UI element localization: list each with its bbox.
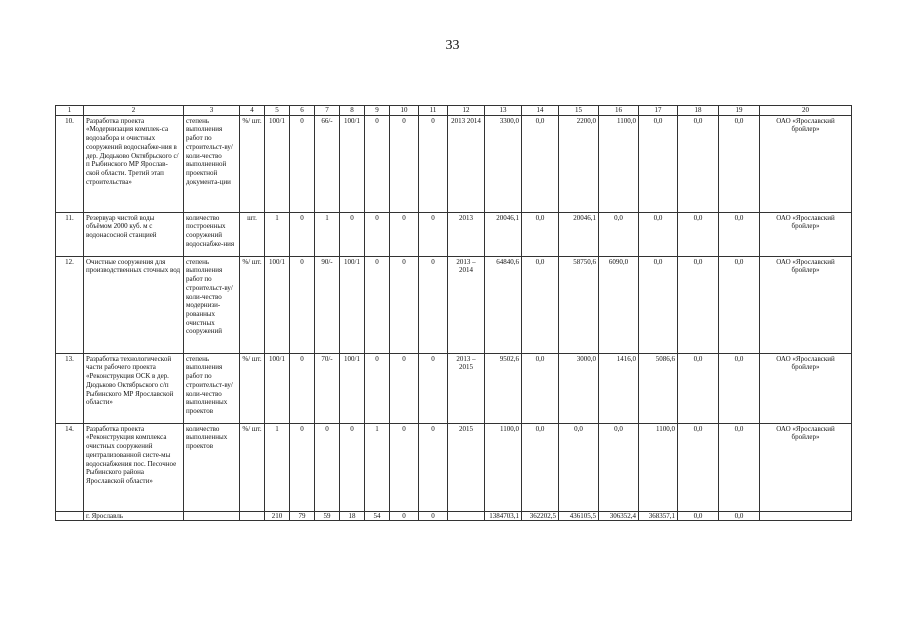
row-number: 14.: [56, 423, 84, 511]
header-cell: 10: [390, 106, 419, 116]
cell-18: 0,0: [678, 423, 719, 511]
total-cell-19: 0,0: [719, 511, 760, 521]
table-row: [56, 212, 852, 256]
cell-6: 0: [290, 212, 315, 256]
cell-13: 64840,6: [485, 256, 522, 353]
cell-13: 1100,0: [485, 423, 522, 511]
measure-name: Резервуар чистой воды объёмом 2000 куб. м с водонасосной станцией: [84, 212, 184, 256]
cell-11: 0: [419, 353, 448, 423]
cell-13: 20046,1: [485, 212, 522, 256]
cell-5: 100/1: [265, 353, 290, 423]
unit: %/ шт.: [240, 353, 265, 423]
cell-16: 0,0: [599, 212, 639, 256]
total-cell-9: 54: [365, 511, 390, 521]
period: 2013 – 2015: [448, 353, 485, 423]
cell-15: 2200,0: [559, 115, 599, 212]
cell-14: 0,0: [522, 256, 559, 353]
total-cell-11: 0: [419, 511, 448, 521]
cell-8: 100/1: [340, 256, 365, 353]
total-cell-6: 79: [290, 511, 315, 521]
period: 2013 – 2014: [448, 256, 485, 353]
header-cell: 16: [599, 106, 639, 116]
period: 2013 2014: [448, 115, 485, 212]
header-cell: 8: [340, 106, 365, 116]
page-number: 33: [445, 38, 460, 53]
cell-7: 66/-: [315, 115, 340, 212]
table-row: [56, 256, 852, 353]
cell-10: 0: [390, 353, 419, 423]
total-cell-18: 0,0: [678, 511, 719, 521]
indicator-name: степень выполнения работ по строительст-ву/ коли-чество выполненной проектной документа-ции: [184, 115, 240, 212]
cell-8: 0: [340, 423, 365, 511]
cell-9: 0: [365, 212, 390, 256]
cell-11: 0: [419, 212, 448, 256]
measure-name: Разработка технологической части рабочего проекта «Реконструкция ОСК в дер. Дюдьково Октябрьского с/п Рыбинского МР Ярославской области»: [84, 353, 184, 423]
cell-9: 0: [365, 353, 390, 423]
total-cell-10: 0: [390, 511, 419, 521]
cell-19: 0,0: [719, 115, 760, 212]
header-cell: 11: [419, 106, 448, 116]
unit: %/ шт.: [240, 115, 265, 212]
period: 2013: [448, 212, 485, 256]
cell-19: 0,0: [719, 212, 760, 256]
header-cell: 17: [639, 106, 678, 116]
cell-11: 0: [419, 115, 448, 212]
total-empty: [760, 511, 852, 521]
cell-10: 0: [390, 212, 419, 256]
total-label: г. Ярославль: [84, 511, 184, 521]
cell-16: 6090,0: [599, 256, 639, 353]
header-cell: 9: [365, 106, 390, 116]
cell-19: 0,0: [719, 256, 760, 353]
cell-9: 0: [365, 256, 390, 353]
row-number: 11.: [56, 212, 84, 256]
cell-16: 0,0: [599, 423, 639, 511]
total-cell-17: 368357,1: [639, 511, 678, 521]
total-empty: [448, 511, 485, 521]
total-cell-7: 59: [315, 511, 340, 521]
unit: %/ шт.: [240, 423, 265, 511]
cell-15: 20046,1: [559, 212, 599, 256]
cell-18: 0,0: [678, 212, 719, 256]
unit: шт.: [240, 212, 265, 256]
executor: ОАО «Ярославский бройлер»: [760, 212, 852, 256]
header-cell: 13: [485, 106, 522, 116]
header-cell: 19: [719, 106, 760, 116]
row-number: 12.: [56, 256, 84, 353]
cell-18: 0,0: [678, 115, 719, 212]
header-cell: 3: [184, 106, 240, 116]
executor: ОАО «Ярославский бройлер»: [760, 353, 852, 423]
total-cell-16: 306352,4: [599, 511, 639, 521]
total-empty: [184, 511, 240, 521]
cell-5: 1: [265, 423, 290, 511]
unit: %/ шт.: [240, 256, 265, 353]
header-cell: 5: [265, 106, 290, 116]
cell-11: 0: [419, 423, 448, 511]
cell-6: 0: [290, 115, 315, 212]
cell-11: 0: [419, 256, 448, 353]
cell-6: 0: [290, 423, 315, 511]
row-number: 10.: [56, 115, 84, 212]
executor: ОАО «Ярославский бройлер»: [760, 115, 852, 212]
cell-8: 100/1: [340, 353, 365, 423]
cell-14: 0,0: [522, 212, 559, 256]
cell-5: 1: [265, 212, 290, 256]
cell-10: 0: [390, 423, 419, 511]
total-cell-5: 210: [265, 511, 290, 521]
cell-6: 0: [290, 353, 315, 423]
cell-5: 100/1: [265, 256, 290, 353]
table-row: [56, 353, 852, 423]
header-cell: 7: [315, 106, 340, 116]
program-table: [55, 105, 852, 521]
indicator-name: количество выполненных проектов: [184, 423, 240, 511]
cell-7: 1: [315, 212, 340, 256]
total-cell-15: 436105,5: [559, 511, 599, 521]
cell-8: 100/1: [340, 115, 365, 212]
total-empty: [56, 511, 84, 521]
cell-7: 0: [315, 423, 340, 511]
cell-7: 90/-: [315, 256, 340, 353]
cell-18: 0,0: [678, 256, 719, 353]
indicator-name: степень выполнения работ по строительст-ву/ коли-чество выполненных проектов: [184, 353, 240, 423]
cell-8: 0: [340, 212, 365, 256]
total-row: [56, 511, 852, 521]
total-cell-14: 362202,5: [522, 511, 559, 521]
cell-17: 1100,0: [639, 423, 678, 511]
header-cell: 12: [448, 106, 485, 116]
cell-16: 1100,0: [599, 115, 639, 212]
cell-9: 0: [365, 115, 390, 212]
cell-19: 0,0: [719, 353, 760, 423]
cell-6: 0: [290, 256, 315, 353]
total-cell-13: 1384703,1: [485, 511, 522, 521]
header-cell: 20: [760, 106, 852, 116]
indicator-name: степень выполнения работ по строительст-ву/ коли-чество модернизи-рованных очистных сооружений: [184, 256, 240, 353]
row-number: 13.: [56, 353, 84, 423]
cell-17: 0,0: [639, 256, 678, 353]
measure-name: Разработка проекта «Реконструкция комплекса очистных сооружений централизованной систе-мы водоснабжения пос. Песочное Рыбинского района Ярославской области»: [84, 423, 184, 511]
total-empty: [240, 511, 265, 521]
cell-16: 1416,0: [599, 353, 639, 423]
cell-14: 0,0: [522, 423, 559, 511]
cell-10: 0: [390, 256, 419, 353]
measure-name: Очистные сооружения для производственных сточных вод: [84, 256, 184, 353]
cell-13: 9502,6: [485, 353, 522, 423]
cell-15: 58750,6: [559, 256, 599, 353]
cell-14: 0,0: [522, 353, 559, 423]
cell-9: 1: [365, 423, 390, 511]
header-cell: 4: [240, 106, 265, 116]
table-row: [56, 423, 852, 511]
header-cell: 1: [56, 106, 84, 116]
measure-name: Разработка проекта «Модернизация комплек-са водозабора и очистных сооружений водоснабже-ния в дер. Дюдьково Октябрьского с/п Рыбинского МР Ярослав-ской области. Третий этап строительства»: [84, 115, 184, 212]
cell-10: 0: [390, 115, 419, 212]
header-cell: 15: [559, 106, 599, 116]
cell-17: 0,0: [639, 115, 678, 212]
cell-13: 3300,0: [485, 115, 522, 212]
header-cell: 6: [290, 106, 315, 116]
cell-17: 0,0: [639, 212, 678, 256]
cell-17: 5086,6: [639, 353, 678, 423]
table-row: [56, 115, 852, 212]
cell-7: 70/-: [315, 353, 340, 423]
cell-15: 0,0: [559, 423, 599, 511]
header-cell: 14: [522, 106, 559, 116]
cell-18: 0,0: [678, 353, 719, 423]
indicator-name: количество построенных сооружений водоснабже-ния: [184, 212, 240, 256]
cell-14: 0,0: [522, 115, 559, 212]
header-cell: 18: [678, 106, 719, 116]
cell-5: 100/1: [265, 115, 290, 212]
cell-19: 0,0: [719, 423, 760, 511]
header-row: [56, 106, 852, 116]
executor: ОАО «Ярославский бройлер»: [760, 256, 852, 353]
total-cell-8: 18: [340, 511, 365, 521]
executor: ОАО «Ярославский бройлер»: [760, 423, 852, 511]
period: 2015: [448, 423, 485, 511]
header-cell: 2: [84, 106, 184, 116]
cell-15: 3000,0: [559, 353, 599, 423]
